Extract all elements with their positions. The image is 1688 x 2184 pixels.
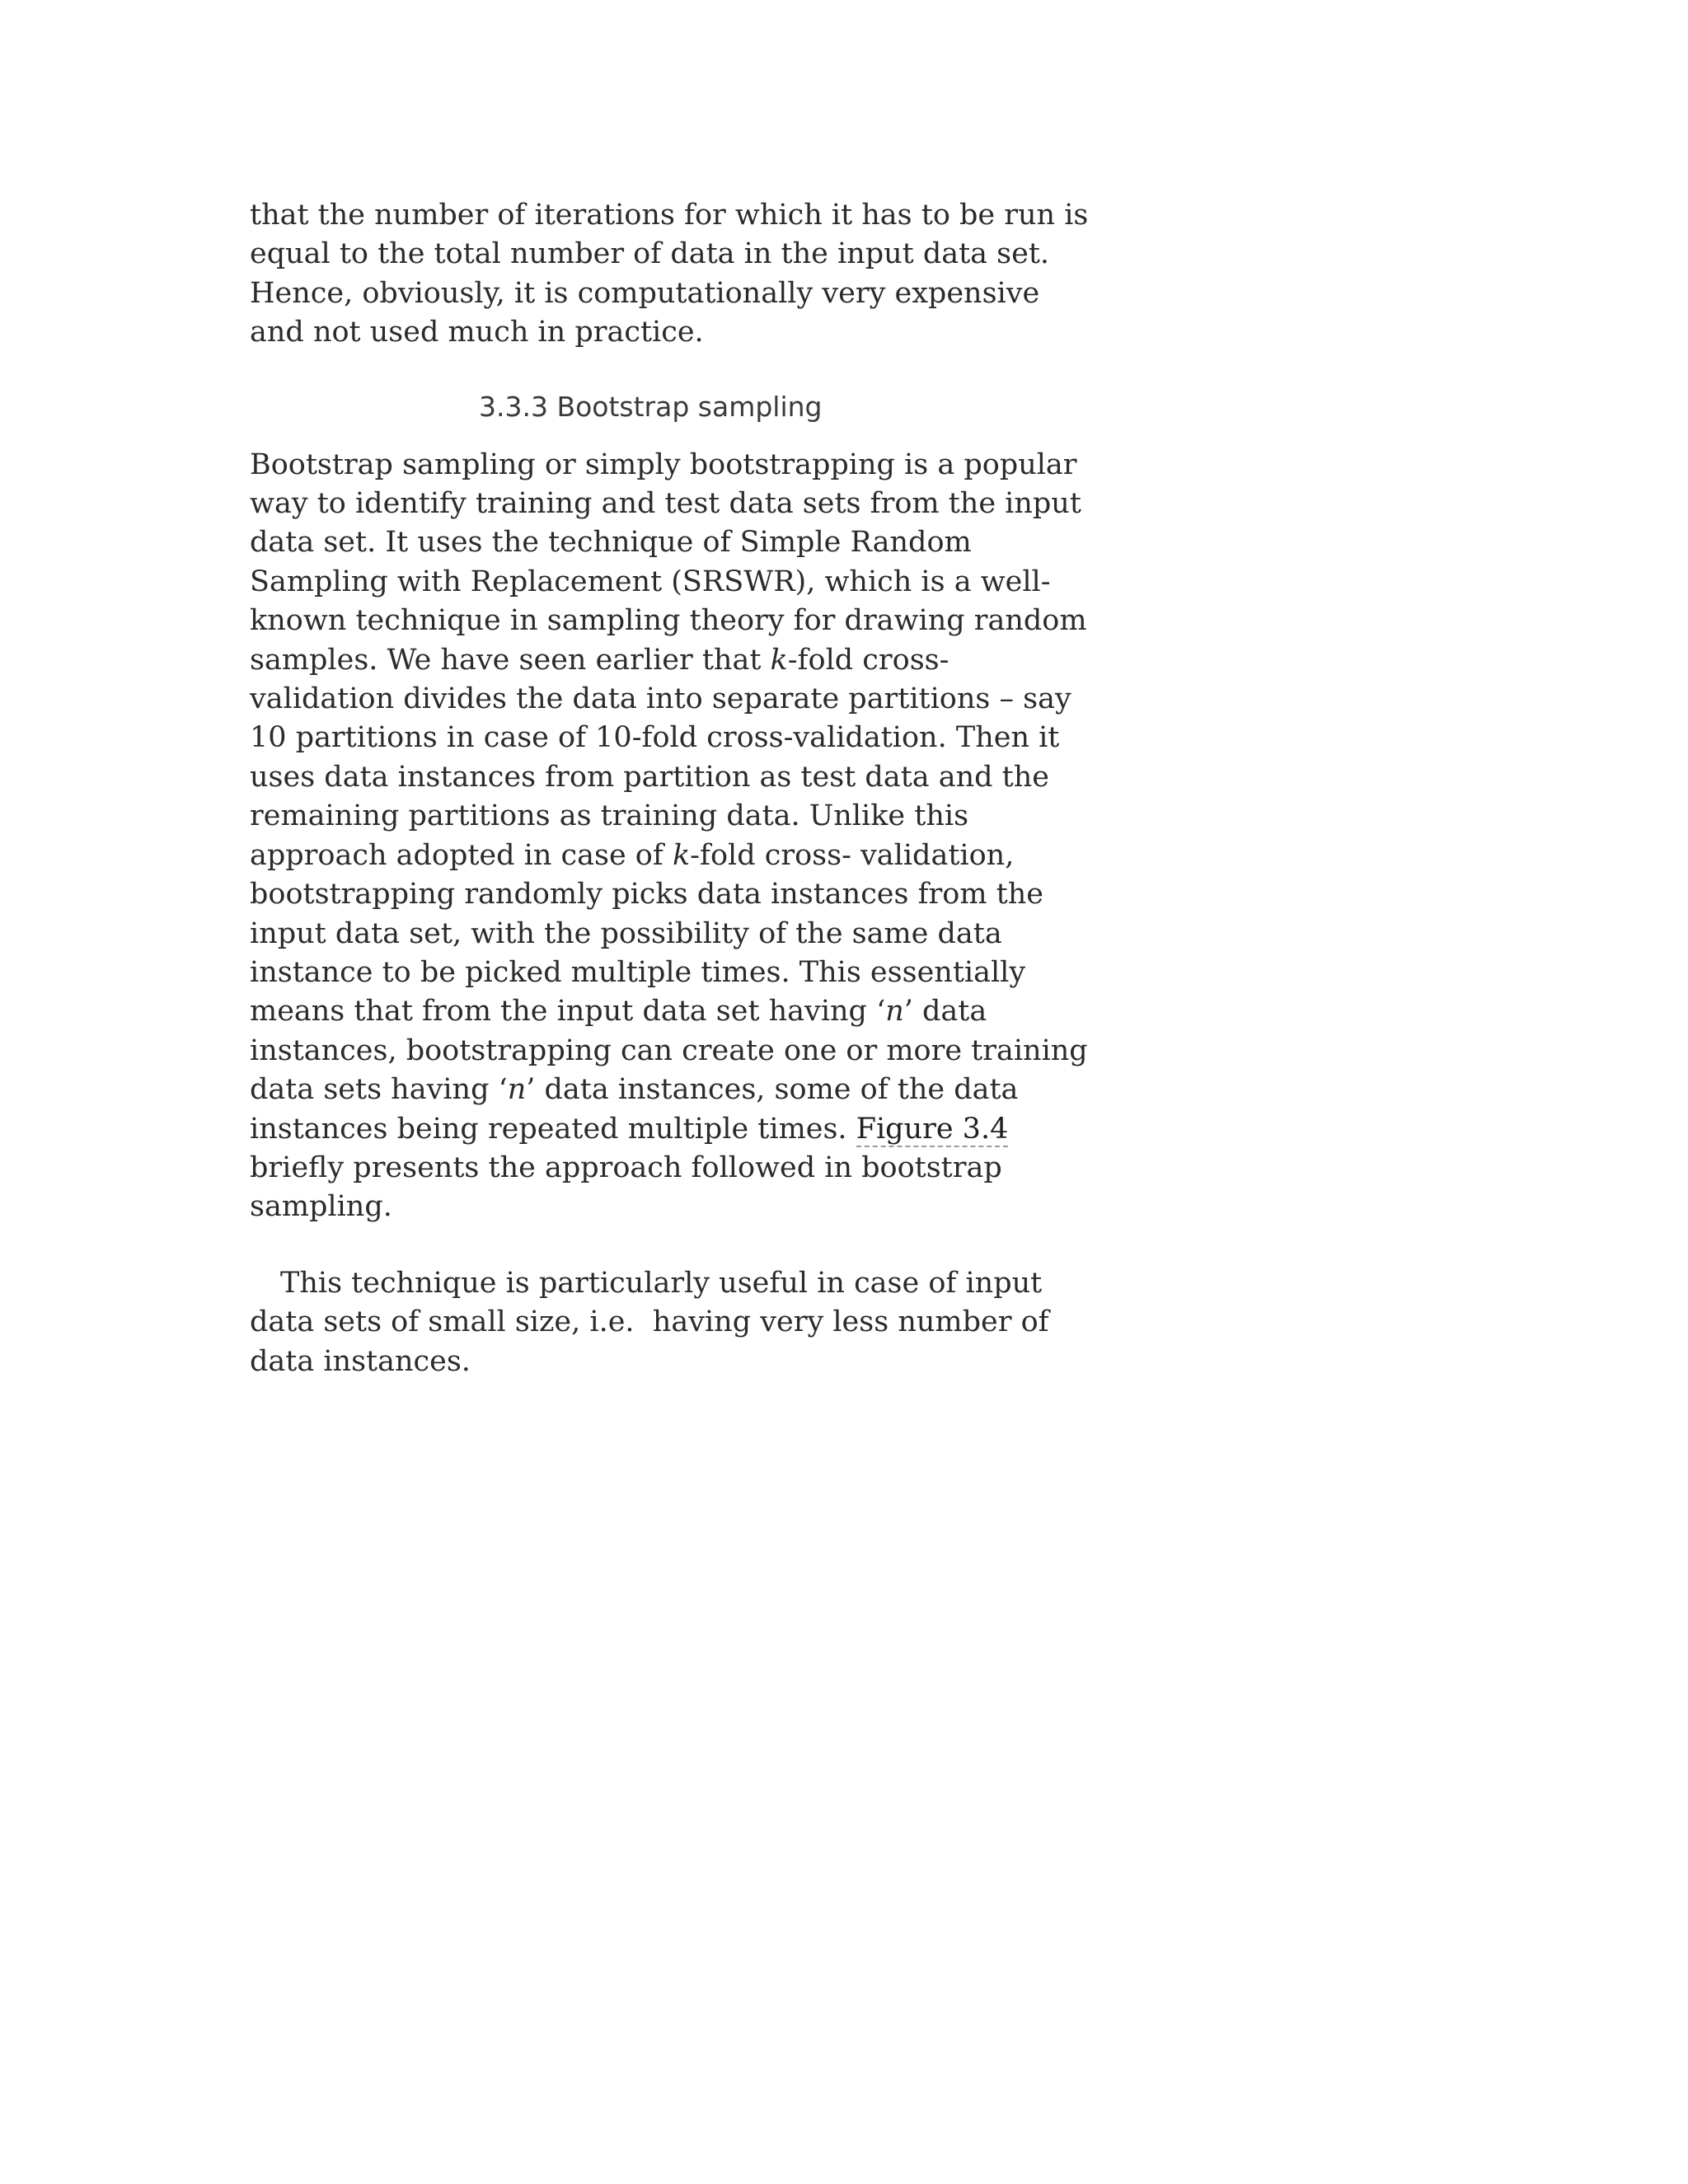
paragraph-line: This technique is particularly useful in case of input — [280, 1266, 1043, 1300]
paragraph-line: data instances. — [250, 1344, 471, 1378]
paragraph-line: Sampling with Replacement (SRSWR), which is a well- — [250, 565, 1051, 598]
figure-reference-link[interactable]: Figure 3.4 — [856, 1112, 1009, 1146]
paragraph-last — [250, 1264, 1049, 1381]
paragraph-line: known technique in sampling theory for drawing random — [250, 604, 1087, 638]
text-run: samples. We have seen earlier that — [250, 643, 771, 677]
paragraph-opening — [250, 196, 1089, 353]
paragraph-line: data set. It uses the technique of Simple Random — [250, 526, 972, 560]
paragraph-line — [250, 992, 1041, 1031]
paragraph-line: 10 partitions in case of 10-fold cross-validation. Then it — [250, 721, 1060, 755]
text-run: data sets having ‘ — [250, 1073, 508, 1107]
italic-variable-n: n — [507, 1073, 527, 1107]
text-run: means that from the input data set having ‘ — [250, 995, 886, 1029]
paragraph-line — [250, 641, 1041, 680]
text-run: instances being repeated multiple times. — [250, 1112, 856, 1146]
paragraph-line: remaining partitions as training data. Unlike this — [250, 799, 969, 833]
paragraph-line: validation divides the data into separate partitions – say — [250, 682, 1071, 716]
paragraph-line: equal to the total number of data in the input data set. — [250, 237, 1050, 271]
paragraph-line — [250, 1071, 1041, 1109]
italic-variable-k: k — [770, 643, 788, 677]
text-run: ’ data — [903, 995, 987, 1029]
paragraph-line: Bootstrap sampling or simply bootstrapping is a popular — [250, 448, 1077, 481]
paragraph-line: and not used much in practice. — [250, 316, 704, 349]
paragraph-line — [250, 837, 1041, 875]
paragraph-line: uses data instances from partition as test data and the — [250, 760, 1050, 794]
paragraph-line: data sets of small size, i.e. having very less number of — [250, 1305, 1049, 1339]
text-column — [250, 196, 1089, 1381]
paragraph-line: bootstrapping randomly picks data instances from the — [250, 878, 1043, 912]
paragraph-line: that the number of iterations for which it has to be run is — [250, 199, 1089, 232]
italic-variable-k: k — [672, 838, 691, 872]
italic-variable-n: n — [885, 995, 904, 1029]
paragraph-line: input data set, with the possibility of the same data — [250, 916, 1002, 950]
text-run: -fold cross- validation, — [690, 838, 1015, 872]
paragraph-line: instance to be picked multiple times. This essentially — [250, 955, 1026, 989]
paragraph-line: sampling. — [250, 1190, 392, 1224]
paragraph-line: Hence, obviously, it is computationally very expensive — [250, 276, 1040, 310]
section-heading: 3.3.3 Bootstrap sampling — [479, 390, 823, 423]
text-run: -fold cross- — [787, 643, 950, 677]
paragraph-line: way to identify training and test data sets from the input — [250, 487, 1081, 521]
paragraph-line: briefly presents the approach followed in bootstrap — [250, 1151, 1002, 1184]
paragraph-line — [250, 1110, 1041, 1149]
paragraph-line: instances, bootstrapping can create one or more training — [250, 1033, 1088, 1067]
paragraph-main — [250, 446, 1088, 1227]
text-run: approach adopted in case of — [250, 838, 673, 872]
text-run: ’ data instances, some of the data — [526, 1073, 1019, 1107]
